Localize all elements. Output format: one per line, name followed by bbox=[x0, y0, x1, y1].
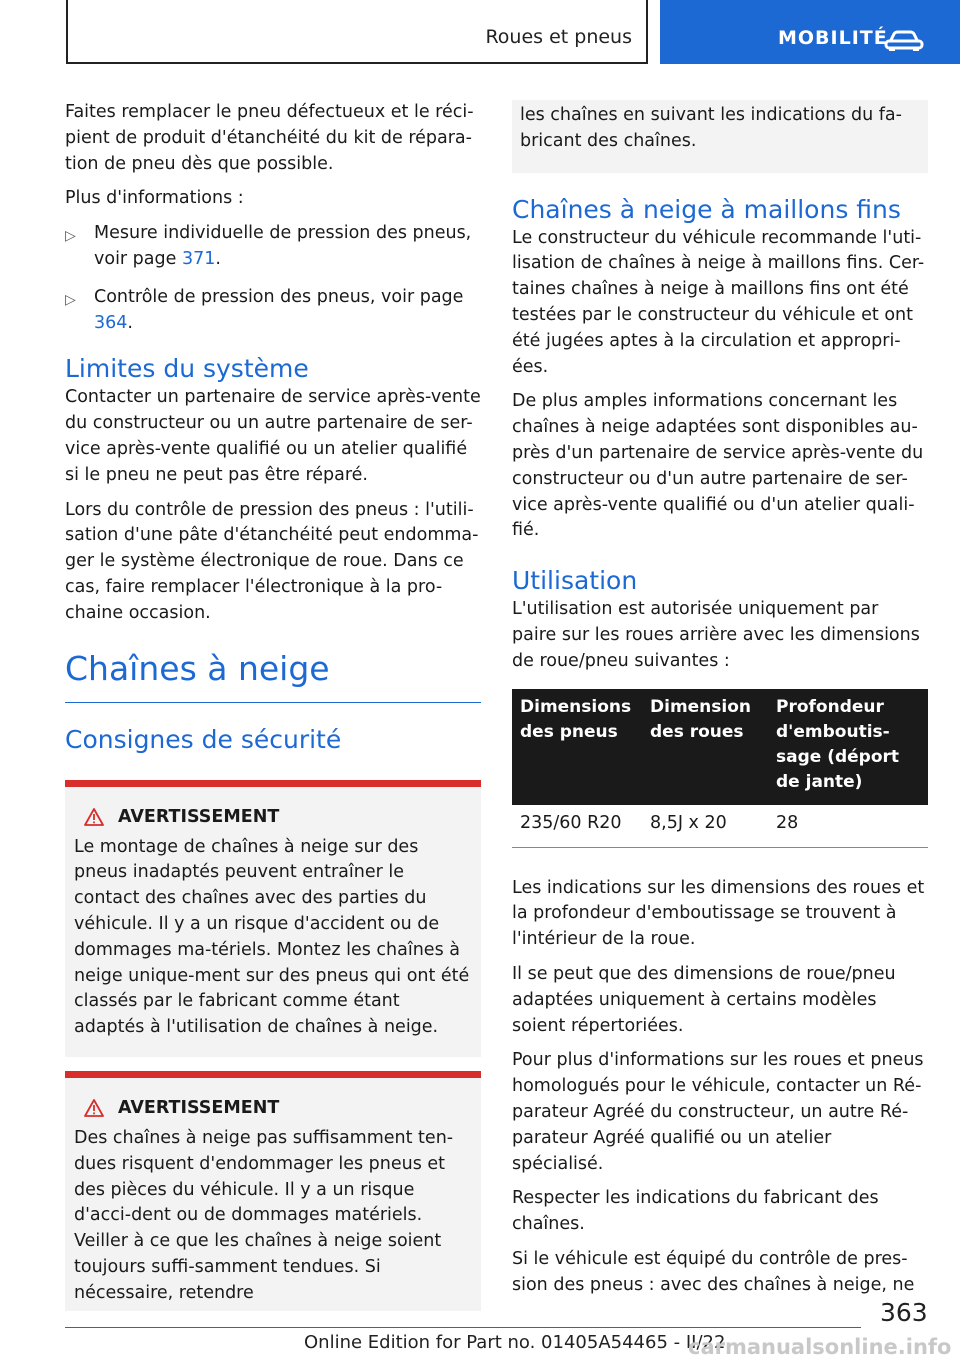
warning-triangle-icon bbox=[84, 808, 104, 826]
section-heading: Chaînes à neige à maillons fins bbox=[512, 194, 901, 224]
section-heading: Utilisation bbox=[512, 566, 638, 596]
paragraph: Les indications sur les dimensions des roues et la profondeur d'emboutissage se trouvent à l'intérieur de la roue. bbox=[512, 877, 925, 950]
table-header-cell: Dimension des roues bbox=[642, 689, 768, 805]
header-chapter-title: MOBILITÉ bbox=[778, 27, 888, 49]
left-column bbox=[65, 100, 481, 1311]
list-item-text: Mesure individuelle de pression des pneus, voir page bbox=[94, 223, 472, 269]
warning-box bbox=[65, 780, 481, 1057]
paragraph: Contacter un partenaire de service après-vente du constructeur ou un autre partenaire de ser-vice après-vente qualifié ou un atelier qualifié si le pneu ne peut pas être réparé. bbox=[65, 387, 481, 485]
paragraph: Le constructeur du véhicule recommande l'uti-lisation de chaînes à neige à maillons fins. Cer-taines chaînes à neige à maillons fins ont été testées par le constructeur du véhicule et ont été jugées aptes à la circulation et appropri-ées. bbox=[512, 227, 925, 377]
triangle-bullet-icon: ▷ bbox=[65, 291, 76, 308]
paragraph: Pour plus d'informations sur les roues et pneus homologués pour le véhicule, contacter un Ré-parateur Agréé du constructeur, un autre Ré-parateur Agréé qualifié ou un atelier spécialisé. bbox=[512, 1050, 924, 1174]
watermark: carmanualsonline.info bbox=[688, 1335, 952, 1359]
dimensions-table bbox=[512, 689, 928, 848]
car-icon bbox=[884, 30, 924, 52]
warning-text: Des chaînes à neige pas suffisamment ten-dues risquent d'endommager les pneus et des pièces du véhicule. Il y a un risque d'acci-dent ou de dommages matériels. Veiller à ce que les chaînes à neige soient toujours suffi-samment tendues. Si nécessaire, retendre bbox=[74, 1127, 454, 1303]
paragraph: De plus amples informations concernant les chaînes à neige adaptées sont disponibles au-près d'un partenaire de service après-vente du constructeur ou d'un autre partenaire de ser-vice après-vente qualifié ou d'un atelier quali-fié. bbox=[512, 391, 924, 541]
section-heading: Limites du système bbox=[65, 354, 309, 384]
header-section-title: Roues et pneus bbox=[485, 26, 632, 48]
paragraph: L'utilisation est autorisée uniquement par paire sur les roues arrière avec les dimensions de roue/pneu suivantes : bbox=[512, 599, 920, 671]
table-header-cell: Profondeur d'emboutis-sage (déport de jante) bbox=[768, 689, 928, 805]
table-cell: 235/60 R20 bbox=[512, 805, 642, 848]
header-section-box bbox=[66, 0, 648, 64]
heading-divider bbox=[65, 702, 481, 703]
list-item: ▷ Contrôle de pression des pneus, voir page 364. bbox=[65, 286, 464, 333]
warning-continuation bbox=[512, 100, 928, 173]
triangle-bullet-icon: ▷ bbox=[65, 228, 76, 245]
table-header-row bbox=[512, 689, 928, 805]
warning-triangle-icon bbox=[84, 1099, 104, 1117]
table-cell: 28 bbox=[768, 805, 928, 848]
paragraph: Lors du contrôle de pression des pneus : l'utili-sation d'une pâte d'étanchéité peut endomma-ger le système électronique de roue. Dans ce cas, faire remplacer l'électronique à la pro-chaine occasion. bbox=[65, 499, 479, 623]
paragraph: Plus d'informations : bbox=[65, 188, 244, 209]
footer-edition: Online Edition for Part no. 01405A54465 - II/22 bbox=[304, 1332, 726, 1353]
footer-divider bbox=[65, 1327, 861, 1328]
info-list bbox=[65, 221, 481, 336]
table-header-cell: Dimensions des pneus bbox=[512, 689, 642, 805]
section-heading: Consignes de sécurité bbox=[65, 724, 342, 754]
list-item: ▷ Mesure individuelle de pression des pneus, voir page 371. bbox=[65, 223, 472, 269]
page-link[interactable]: 371 bbox=[181, 248, 216, 269]
list-item-text: Contrôle de pression des pneus, voir page bbox=[94, 286, 464, 307]
right-column bbox=[512, 100, 928, 1308]
chapter-heading: Chaînes à neige bbox=[65, 648, 330, 688]
paragraph: Respecter les indications du fabricant des chaînes. bbox=[512, 1188, 879, 1235]
warning-text: Le montage de chaînes à neige sur des pneus inadaptés peuvent entraîner le contact des chaînes avec des parties du véhicule. Il y a un risque d'accident ou de dommages ma-tériels. Montez les chaînes à neige unique-ment sur des pneus qui ont été classés par le fabricant comme étant adaptés à l'utilisation de chaînes à neige. bbox=[74, 836, 470, 1038]
warning-title: AVERTISSEMENT bbox=[74, 807, 472, 827]
warning-title: AVERTISSEMENT bbox=[74, 1098, 472, 1118]
table-cell: 8,5J x 20 bbox=[642, 805, 768, 848]
paragraph: Si le véhicule est équipé du contrôle de pres-sion des pneus : avec des chaînes à neige, ne bbox=[512, 1248, 915, 1295]
table-row bbox=[512, 805, 928, 848]
paragraph: Il se peut que des dimensions de roue/pneu adaptées uniquement à certains modèles soient répertoriées. bbox=[512, 963, 896, 1036]
warning-text: les chaînes en suivant les indications du fa-bricant des chaînes. bbox=[520, 105, 902, 151]
page-number: 363 bbox=[880, 1298, 928, 1327]
warning-box bbox=[65, 1071, 481, 1311]
page-link[interactable]: 364 bbox=[94, 312, 128, 333]
paragraph: Faites remplacer le pneu défectueux et le réci-pient de produit d'étanchéité du kit de répara-tion de pneu dès que possible. bbox=[65, 102, 474, 174]
